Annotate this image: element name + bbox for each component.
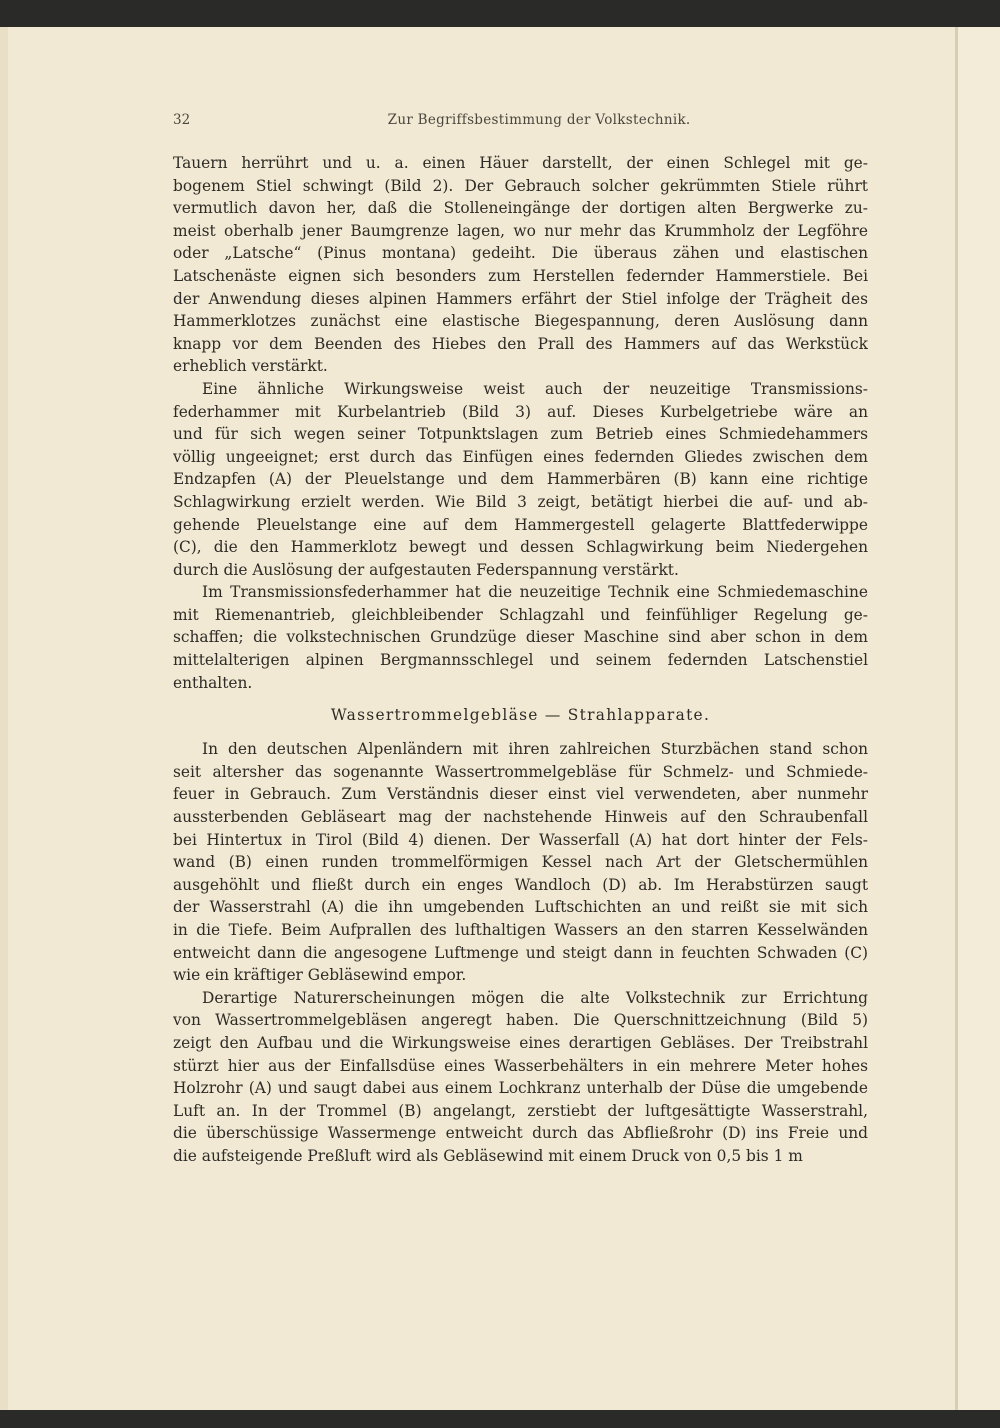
text-line: aussterbenden Gebläseart mag der nachstehende Hinweis auf den Schraubenfall bbox=[173, 808, 868, 827]
text-line: erheblich verstärkt. bbox=[173, 357, 328, 376]
text-line: durch die Auslösung der aufgestauten Federspannung verstärkt. bbox=[173, 560, 679, 579]
text-line: zeigt den Aufbau und die Wirkungsweise eines derartigen Gebläses. Der Treibstrahl bbox=[173, 1033, 868, 1052]
text-line: bogenem Stiel schwingt (Bild 2). Der Gebrauch solcher gekrümmten Stiele rührt bbox=[173, 176, 868, 195]
text-line: (C), die den Hammerklotz bewegt und dessen Schlagwirkung beim Niedergehen bbox=[173, 538, 868, 557]
text-line: oder „Latsche“ (Pinus montana) gedeiht. Die überaus zähen und elastischen bbox=[173, 244, 868, 263]
text-line: Tauern herrührt und u. a. einen Häuer darstellt, der einen Schlegel mit ge- bbox=[173, 154, 868, 172]
page-text bbox=[173, 112, 868, 1168]
text-line: meist oberhalb jener Baumgrenze lagen, wo nur mehr das Krummholz der Legföhre bbox=[173, 221, 868, 240]
text-line: seit altersher das sogenannte Wassertrommelgebläse für Schmelz- und Schmiede- bbox=[173, 762, 868, 781]
text-line: Holzrohr (A) und saugt dabei aus einem Lochkranz unterhalb der Düse die umgebende bbox=[173, 1079, 868, 1098]
paragraph bbox=[173, 987, 868, 1168]
paragraph bbox=[173, 738, 868, 987]
text-line: schaffen; die volkstechnischen Grundzüge dieser Maschine sind aber schon in dem bbox=[173, 628, 868, 647]
body-before-heading bbox=[173, 152, 868, 694]
text-line: entweicht dann die angesogene Luftmenge und steigt dann in feuchten Schwaden (C) bbox=[173, 943, 868, 962]
text-line: ausgehöhlt und fließt durch ein enges Wandloch (D) ab. Im Herabstürzen saugt bbox=[173, 875, 868, 894]
text-line: mittelalterigen alpinen Bergmannsschlegel und seinem federnden Latschenstiel bbox=[173, 651, 868, 670]
text-line: Hammerklotzes zunächst eine elastische Biegespannung, deren Auslösung dann bbox=[173, 312, 868, 331]
text-line: Endzapfen (A) der Pleuelstange und dem Hammerbären (B) kann eine richtige bbox=[173, 470, 868, 489]
text-line: Latschenäste eignen sich besonders zum Herstellen federnder Hammerstiele. Bei bbox=[173, 266, 868, 285]
text-line: enthalten. bbox=[173, 673, 253, 692]
paragraph bbox=[173, 152, 868, 378]
paragraph bbox=[173, 378, 868, 581]
page-number: 32 bbox=[173, 112, 191, 128]
text-line: wie ein kräftiger Gebläsewind empor. bbox=[173, 966, 467, 985]
text-line: gehende Pleuelstange eine auf dem Hammergestell gelagerte Blattfederwippe bbox=[173, 515, 868, 534]
paragraph bbox=[173, 581, 868, 694]
text-line: und für sich wegen seiner Totpunktslagen zum Betrieb eines Schmiedehammers bbox=[173, 425, 868, 444]
text-line: der Wasserstrahl (A) die ihn umgebenden Luftschichten an und reißt sie mit sich bbox=[173, 898, 868, 917]
text-line: vermutlich davon her, daß die Stolleneingänge der dortigen alten Bergwerke zu- bbox=[173, 199, 868, 218]
text-line: Derartige Naturerscheinungen mögen die alte Volkstechnik zur Errichtung bbox=[202, 988, 868, 1007]
text-line: knapp vor dem Beenden des Hiebes den Prall des Hammers auf das Werkstück bbox=[173, 334, 868, 353]
text-line: stürzt hier aus der Einfallsdüse eines Wasserbehälters in ein mehrere Meter hohes bbox=[173, 1056, 868, 1075]
text-line: feuer in Gebrauch. Zum Verständnis dieser einst viel verwendeten, aber nunmehr bbox=[173, 785, 868, 804]
text-line: in die Tiefe. Beim Aufprallen des lufthaltigen Wassers an den starren Kesselwänden bbox=[173, 921, 868, 939]
text-line: die aufsteigende Preßluft wird als Gebläsewind mit einem Druck von 0,5 bis 1 m bbox=[173, 1146, 803, 1165]
text-line: federhammer mit Kurbelantrieb (Bild 3) auf. Dieses Kurbelgetriebe wäre an bbox=[173, 402, 868, 421]
text-line: bei Hintertux in Tirol (Bild 4) dienen. Der Wasserfall (A) hat dort hinter der Fels- bbox=[173, 830, 868, 849]
text-line: In den deutschen Alpenländern mit ihren zahlreichen Sturzbächen stand schon bbox=[202, 740, 868, 759]
running-head bbox=[173, 112, 868, 138]
body-after-heading bbox=[173, 738, 868, 1167]
text-line: Luft an. In der Trommel (B) angelangt, zerstiebt der luftgesättigte Wasserstrahl, bbox=[173, 1101, 868, 1120]
running-title: Zur Begriffsbestimmung der Volkstechnik. bbox=[387, 112, 691, 128]
text-line: mit Riemenantrieb, gleichbleibender Schlagzahl und feinfühliger Regelung ge- bbox=[173, 605, 868, 624]
text-line: die überschüssige Wassermenge entweicht durch das Abfließrohr (D) ins Freie und bbox=[173, 1124, 868, 1143]
text-line: wand (B) einen runden trommelförmigen Kessel nach Art der Gletschermühlen bbox=[173, 853, 868, 872]
next-page-edge bbox=[958, 27, 1000, 1410]
text-line: von Wassertrommelgebläsen angeregt haben. Die Querschnittzeichnung (Bild 5) bbox=[173, 1011, 868, 1030]
text-line: Eine ähnliche Wirkungsweise weist auch der neuzeitige Transmissions- bbox=[202, 379, 868, 398]
text-line: Schlagwirkung erzielt werden. Wie Bild 3 zeigt, betätigt hierbei die auf- und ab- bbox=[173, 492, 868, 511]
section-heading: Wassertrommelgebläse — Strahlapparate. bbox=[330, 706, 711, 725]
text-line: völlig ungeeignet; erst durch das Einfügen eines federnden Gliedes zwischen dem bbox=[173, 447, 868, 466]
text-line: Im Transmissionsfederhammer hat die neuzeitige Technik eine Schmiedemaschine bbox=[202, 583, 868, 602]
text-line: der Anwendung dieses alpinen Hammers erfährt der Stiel infolge der Trägheit des bbox=[173, 289, 868, 308]
